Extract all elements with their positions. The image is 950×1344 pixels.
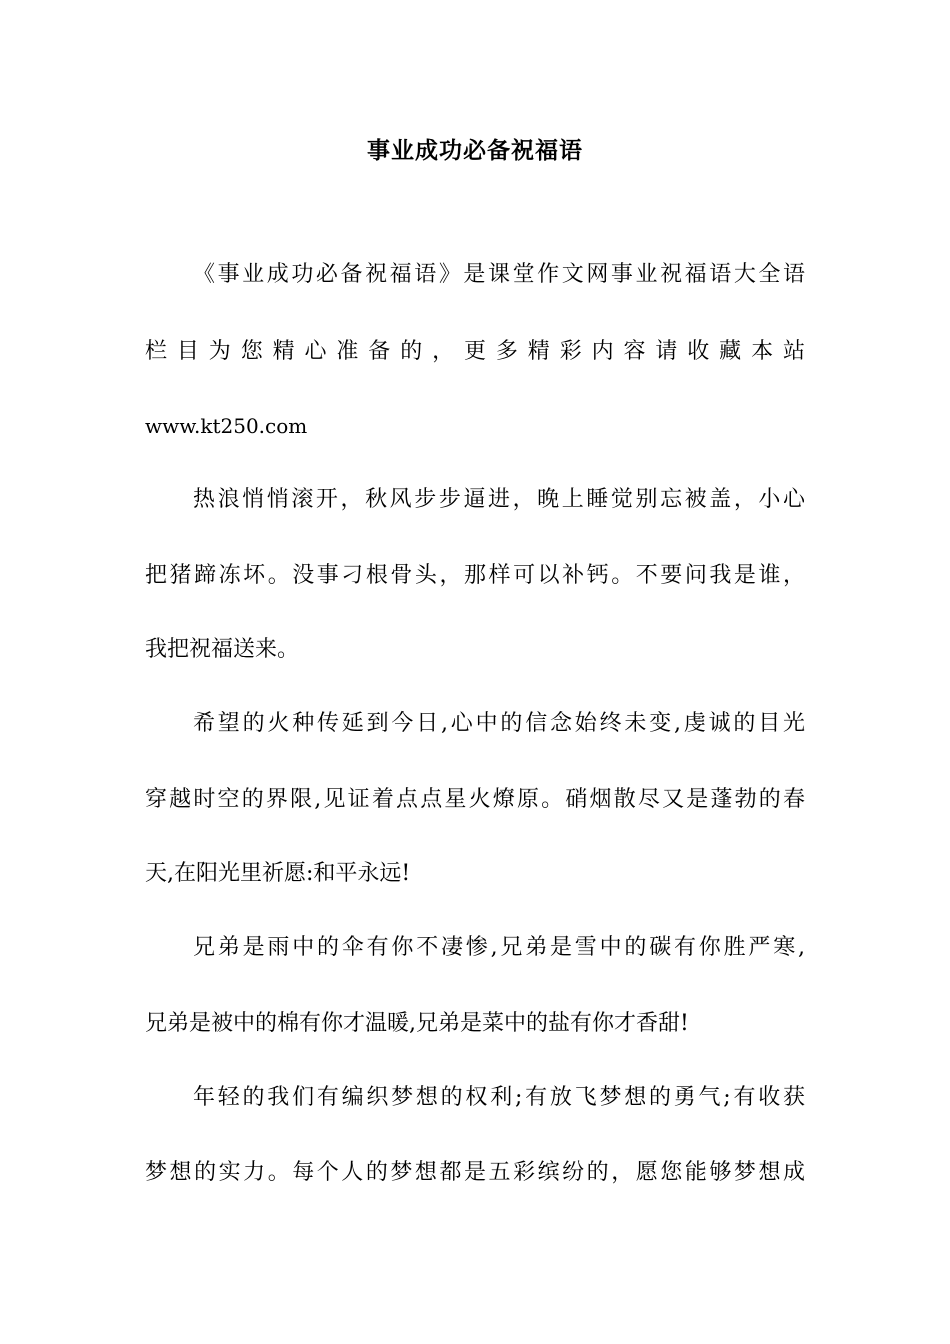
paragraph-4-line-2: 兄弟是被中的棉有你才温暖,兄弟是菜中的盐有你才香甜! [145, 1011, 689, 1036]
paragraph-5-line-2: 梦想的实力。每个人的梦想都是五彩缤纷的，愿您能够梦想成 [145, 1160, 805, 1185]
paragraph-3-line-3: 天,在阳光里祈愿:和平永远! [145, 861, 411, 886]
paragraph-2-line-1: 热浪悄悄滚开，秋风步步逼进，晚上睡觉别忘被盖，小心 [193, 487, 805, 512]
paragraph-1-line-1: 《事业成功必备祝福语》是课堂作文网事业祝福语大全语 [193, 262, 805, 287]
paragraph-2-line-2: 把猪蹄冻坏。没事刁根骨头，那样可以补钙。不要问我是谁， [145, 563, 805, 588]
paragraph-4-line-1: 兄弟是雨中的伞有你不凄惨,兄弟是雪中的碳有你胜严寒, [193, 935, 805, 960]
paragraph-1-line-2: 栏目为您精心准备的，更多精彩内容请收藏本站 [145, 339, 805, 364]
document-title: 事业成功必备祝福语 [367, 138, 583, 164]
paragraph-3-line-2: 穿越时空的界限,见证着点点星火燎原。硝烟散尽又是蓬勃的春 [145, 787, 805, 812]
paragraph-5-line-1: 年轻的我们有编织梦想的权利;有放飞梦想的勇气;有收获 [193, 1085, 805, 1110]
paragraph-3-line-1: 希望的火种传延到今日,心中的信念始终未变,虔诚的目光 [193, 711, 805, 736]
paragraph-1-line-3: www.kt250.com [145, 414, 308, 438]
paragraph-2-line-3: 我把祝福送来。 [145, 637, 300, 662]
